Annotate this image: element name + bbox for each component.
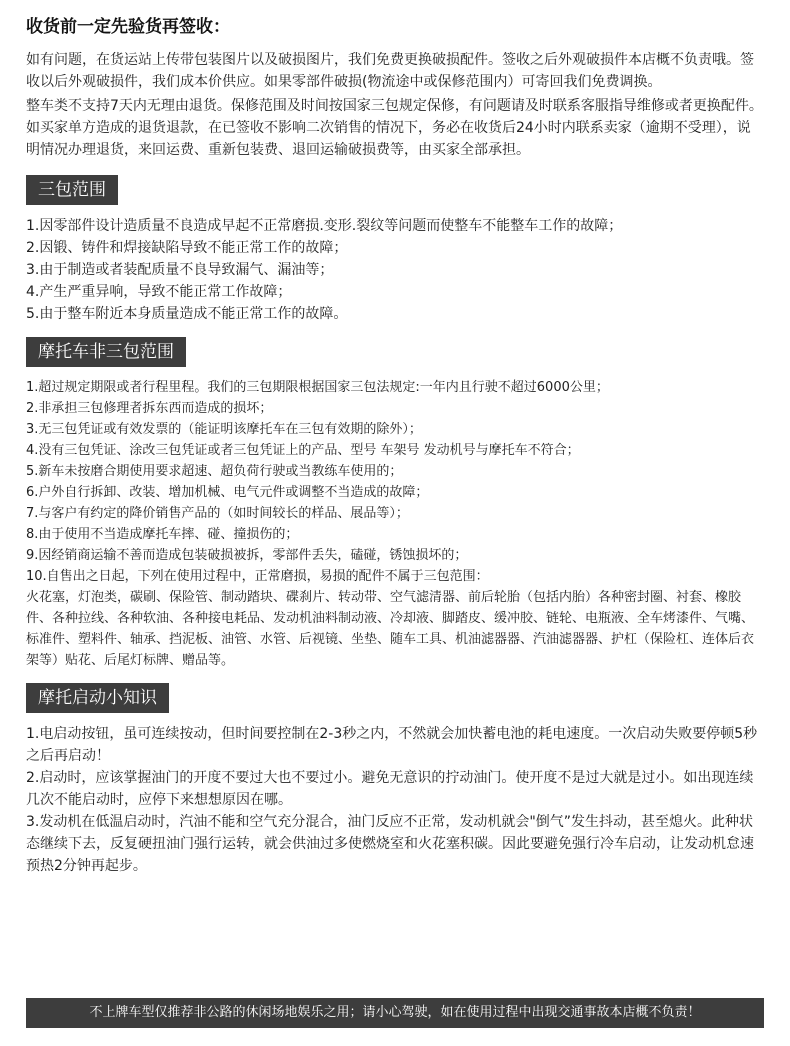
- list-item: 9.因经销商运输不善而造成包装破损被拆，零部件丢失，磕碰，锈蚀损坏的；: [26, 548, 468, 563]
- list-item: 7.与客户有约定的降价销售产品的（如时间较长的样品、展品等）；: [26, 506, 409, 521]
- list-item: 10.自售出之日起，下列在使用过程中，正常磨损，易损的配件不属于三包范围：: [26, 569, 489, 584]
- section-header-warranty-scope: 三包范围: [26, 175, 118, 205]
- list-item: 1.超过规定期限或者行程里程。我们的三包期限根据国家三包法规定:一年内且行驶不超过6000公里；: [26, 380, 609, 395]
- list-item: 火花塞，灯泡类，碳刷、保险管、制动踏块、碟刹片、转动带、空气滤清器、前后轮胎（包括内胎）各种密封圈、衬套、橡胶件、各种拉线、各种软油、各种接电耗品、发动机油料制动液、冷却液、脚踏皮、缓冲胶、链轮、电瓶液、全车烤漆件、气嘴、标准件、塑料件、轴承、挡泥板、油管、水管、后视镜、坐垫、随车工具、机油滤器器、汽油滤器器、护杠（保险杠、连体后衣架等）贴花、后尾灯标牌、赠品等。: [26, 590, 755, 668]
- list-item: 6.户外自行拆卸、改装、增加机械、电气元件或调整不当造成的故障；: [26, 485, 429, 500]
- list-item: 1.电启动按钮，虽可连续按动，但时间要控制在2-3秒之内，不然就会加快蓄电池的耗电速度。一次启动失败要停顿5秒之后再启动！: [26, 726, 758, 764]
- intro-title: 收货前一定先验货再签收：: [26, 17, 230, 37]
- warranty-scope-list: [26, 215, 764, 325]
- section-header-non-warranty: 摩托车非三包范围: [26, 337, 186, 367]
- list-item: 3.无三包凭证或有效发票的（能证明该摩托车在三包有效期的除外）；: [26, 422, 422, 437]
- footer-disclaimer: 不上牌车型仅推荐非公路的休闲场地娱乐之用；请小心驾驶，如在使用过程中出现交通事故本店概不负责！: [26, 998, 764, 1028]
- list-item: 3.由于制造或者装配质量不良导致漏气、漏油等；: [26, 262, 334, 278]
- list-item: 4.没有三包凭证、涂改三包凭证或者三包凭证上的产品、型号 车架号 发动机号与摩托车不符合；: [26, 443, 580, 458]
- list-item: 5.新车未按磨合期使用要求超速、超负荷行驶或当教练车使用的；: [26, 464, 403, 479]
- list-item: 8.由于使用不当造成摩托车摔、碰、撞损伤的；: [26, 527, 299, 542]
- non-warranty-list: [26, 377, 764, 671]
- list-item: 2.非承担三包修理者拆东西而造成的损坏；: [26, 401, 273, 416]
- list-item: 2.因锻、铸件和焊接缺陷导致不能正常工作的故障；: [26, 240, 348, 256]
- intro-paragraph-2: 整车类不支持7天内无理由退货。保修范围及时间按国家三包规定保修，有问题请及时联系客服指导维修或者更换配件。如买家单方造成的退货退款，在已签收不影响二次销售的情况下，务必在收货后24小时内联系卖家（逾期不受理），说明情况办理退货，来回运费、重新包装费、退回运输破损费等，由买家全部承担。: [26, 98, 763, 158]
- list-item: 5.由于整车附近本身质量造成不能正常工作的故障。: [26, 306, 348, 322]
- list-item: 2.启动时，应该掌握油门的开度不要过大也不要过小。避免无意识的拧动油门。使开度不是过大就是过小。如出现连续几次不能启动时，应停下来想想原因在哪。: [26, 770, 754, 808]
- startup-tips-list: [26, 723, 764, 877]
- section-header-startup-tips: 摩托启动小知识: [26, 683, 169, 713]
- intro-paragraph-1: 如有问题，在货运站上传带包装图片以及破损图片，我们免费更换破损配件。签收之后外观破损件本店概不负责哦。签收以后外观破损件，我们成本价供应。如果零部件破损(物流途中或保修范围内）可寄回我们免费调换。: [26, 52, 754, 90]
- list-item: 4.产生严重异响，导致不能正常工作故障；: [26, 284, 292, 300]
- list-item: 3.发动机在低温启动时，汽油不能和空气充分混合，油门反应不正常，发动机就会"倒气”发生抖动，甚至熄火。此种状态继续下去，反复硬扭油门强行运转，就会供油过多使燃烧室和火花塞积碳。因此要避免强行冷车启动，让发动机怠速预热2分钟再起步。: [26, 814, 754, 874]
- list-item: 1.因零部件设计造质量不良造成早起不正常磨损.变形.裂纹等问题而使整车不能整车工作的故障；: [26, 218, 623, 234]
